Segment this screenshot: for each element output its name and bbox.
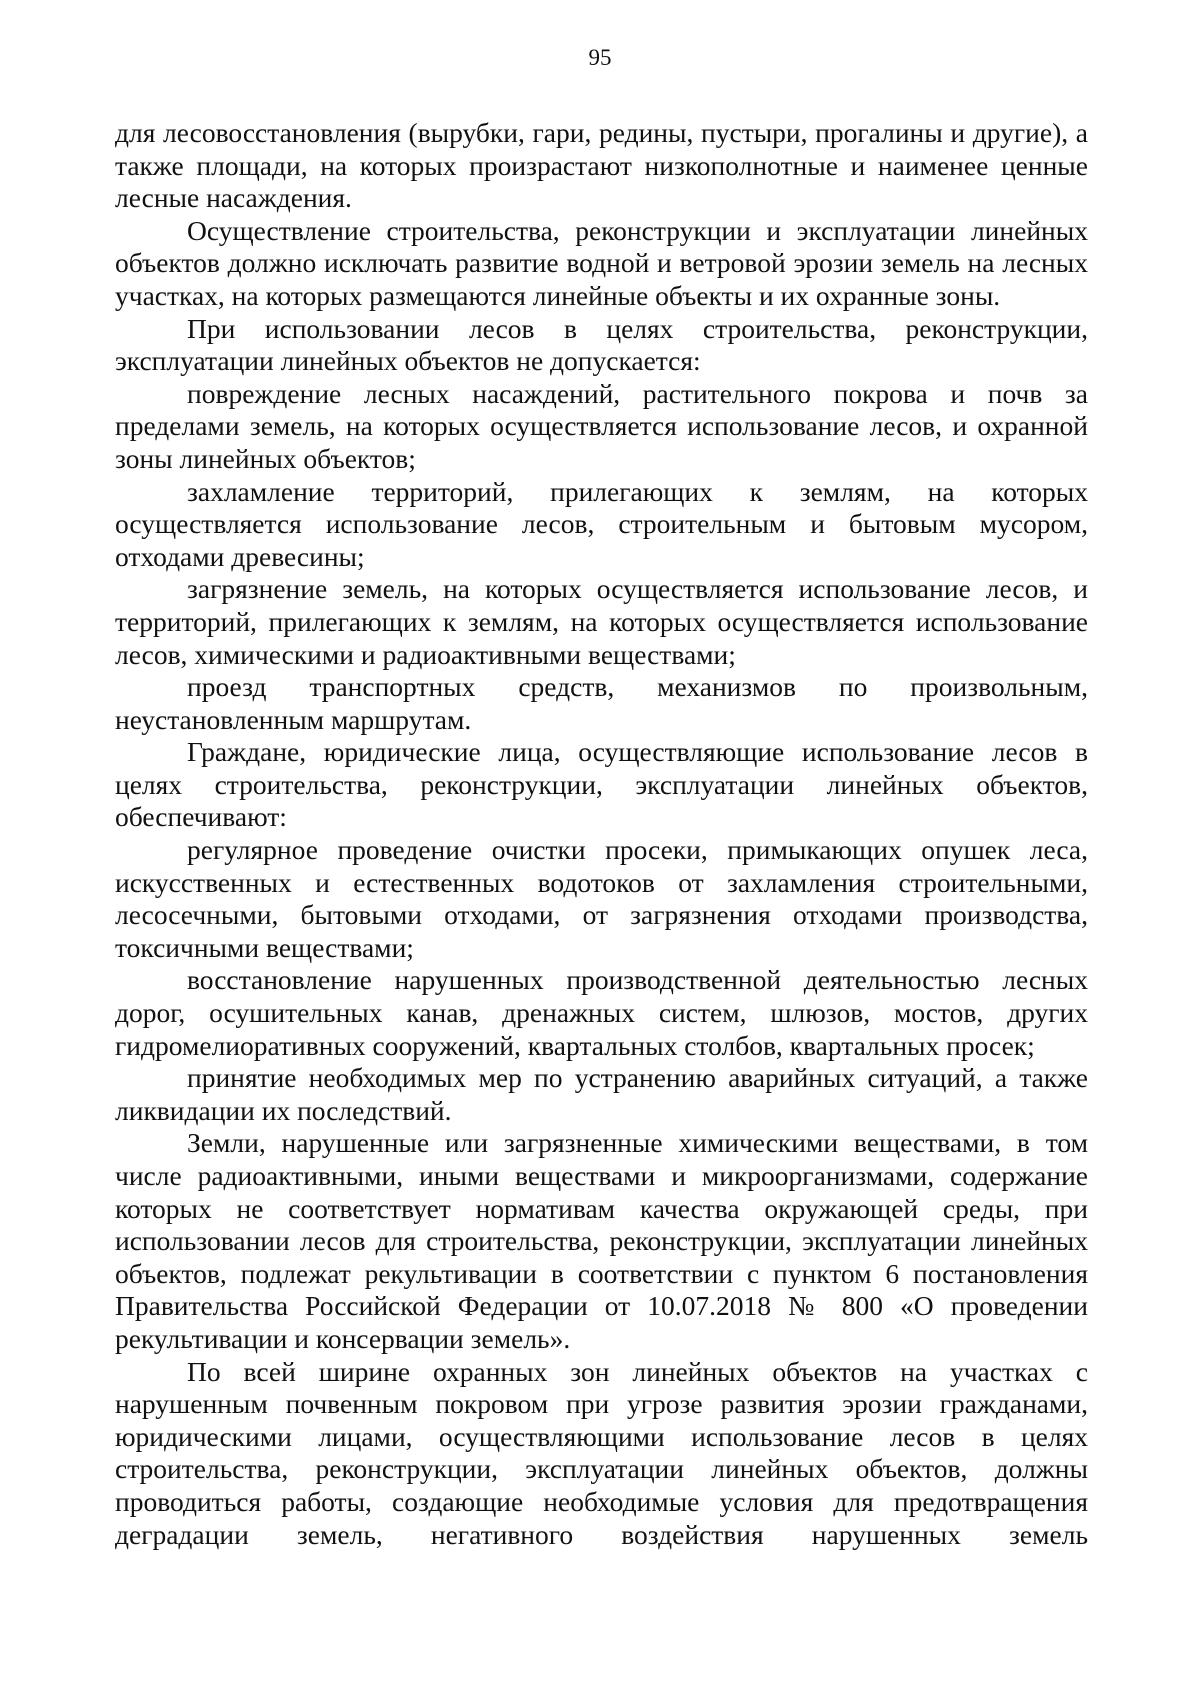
paragraph: По всей ширине охранных зон линейных объектов на участках с нарушенным почвенным покровом при угрозе развития эрозии гражданами, юридическими лицами, осуществляющими использование лесов в целях строительства, реконструкции, эксплуатации линейных объектов, должны проводиться работы, создающие необходимые условия для предотвращения деградации земель, негативного воздействия нарушенных земель — [115, 1355, 1088, 1550]
list-item: принятие необходимых мер по устранению аварийных ситуаций, а также ликвидации их последствий. — [115, 1062, 1088, 1126]
document-body — [115, 117, 1088, 1551]
list-item: регулярное проведение очистки просеки, примыкающих опушек леса, искусственных и естественных водотоков от захламления строительными, лесосечными, бытовыми отходами, от загрязнения отходами производства, токсичными веществами; — [115, 834, 1088, 963]
paragraph: При использовании лесов в целях строительства, реконструкции, эксплуатации линейных объектов не допускается: — [115, 312, 1088, 377]
paragraph: Граждане, юридические лица, осуществляющие использование лесов в целях строительства, реконструкции, эксплуатации линейных объектов, обеспечивают: — [115, 736, 1088, 833]
list-item: восстановление нарушенных производственной деятельностью лесных дорог, осушительных канав, дренажных систем, шлюзов, мостов, других гидромелиоративных сооружений, квартальных столбов, квартальных просек; — [115, 964, 1088, 1061]
page-number: 95 — [588, 45, 612, 70]
list-item: загрязнение земель, на которых осуществляется использование лесов, и территорий, прилегающих к землям, на которых осуществляется использование лесов, химическими и радиоактивными веществами; — [115, 573, 1088, 670]
list-item: повреждение лесных насаждений, растительного покрова и почв за пределами земель, на которых осуществляется использование лесов, и охранной зоны линейных объектов; — [115, 377, 1088, 474]
paragraph-continuation: для лесовосстановления (вырубки, гари, редины, пустыри, прогалины и другие), а также площади, на которых произрастают низкополнотные и наименее ценные лесные насаждения. — [115, 117, 1088, 214]
paragraph: Земли, нарушенные или загрязненные химическими веществами, в том числе радиоактивными, иными веществами и микроорганизмами, содержание которых не соответствует нормативам качества окружающей среды, при использовании лесов для строительства, реконструкции, эксплуатации линейных объектов, подлежат рекультивации в соответствии с пунктом 6 постановления Правительства Российской Федерации от 10.07.2018 № 800 «О проведении рекультивации и консервации земель». — [115, 1127, 1088, 1354]
list-item: проезд транспортных средств, механизмов по произвольным, неустановленным маршрутам. — [115, 671, 1088, 735]
paragraph: Осуществление строительства, реконструкции и эксплуатации линейных объектов должно исключать развитие водной и ветровой эрозии земель на лесных участках, на которых размещаются линейные объекты и их охранные зоны. — [115, 214, 1088, 311]
list-item: захламление территорий, прилегающих к землям, на которых осуществляется использование лесов, строительным и бытовым мусором, отходами древесины; — [115, 475, 1088, 572]
